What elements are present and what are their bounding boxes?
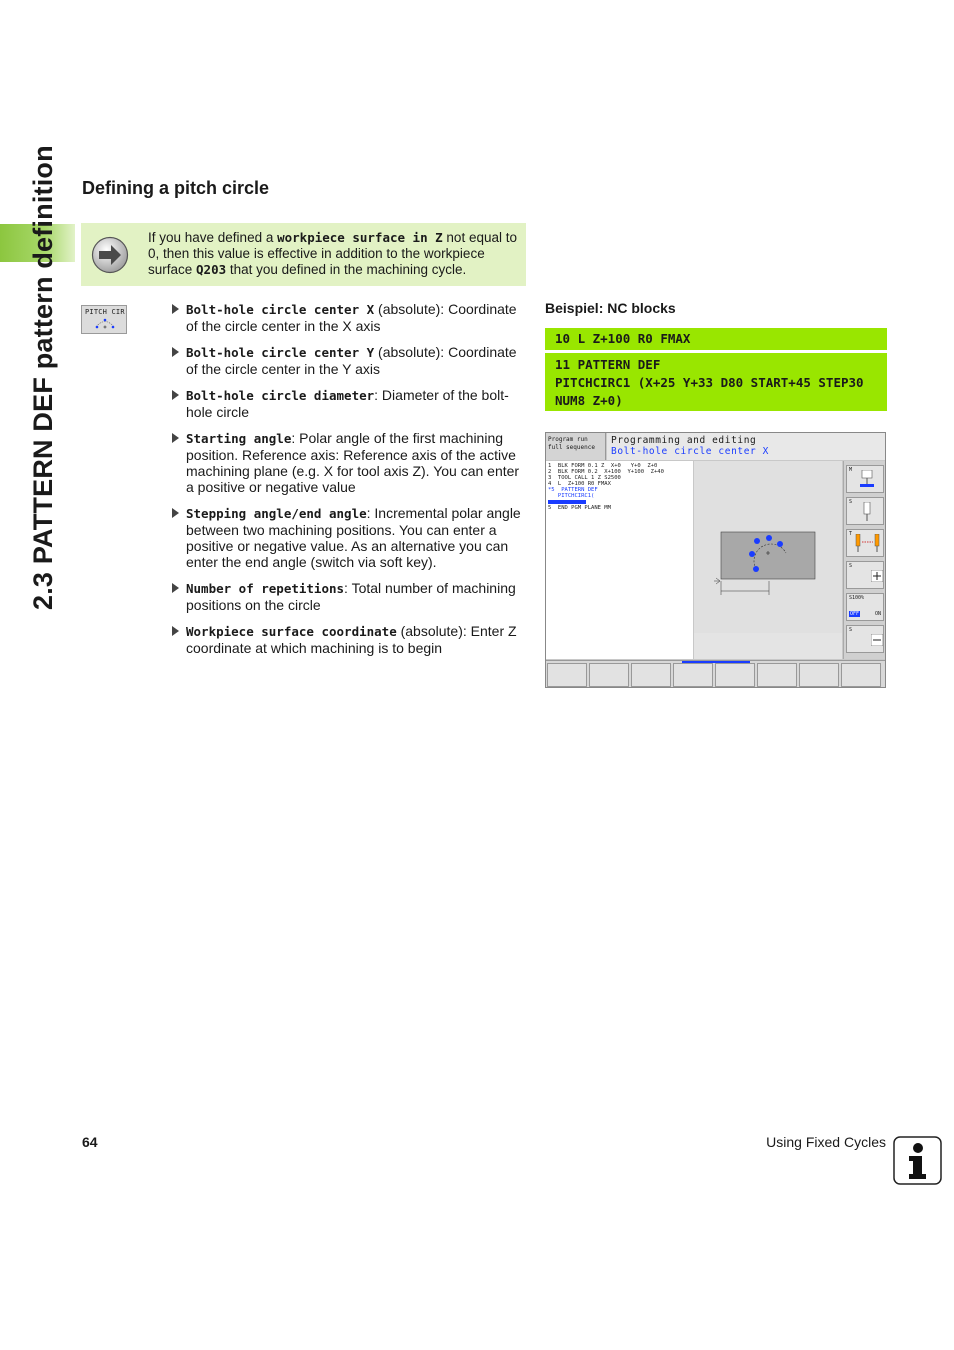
screen-softkey (757, 663, 797, 687)
screen-softkey (841, 663, 881, 687)
spindle-icon (861, 502, 873, 522)
minus-icon (871, 634, 883, 646)
control-screenshot (545, 432, 886, 688)
footer-chapter-title: Using Fixed Cycles (766, 1134, 886, 1150)
bullet-arrow-icon (172, 347, 179, 357)
softkey-label: PITCH CIR (85, 308, 125, 316)
pitch-circle-softkey-icon (81, 305, 127, 334)
screen-softkey (799, 663, 839, 687)
screen-softkey (547, 663, 587, 687)
input-cursor-bar (548, 500, 586, 504)
param-item: Workpiece surface coordinate (absolute): Enter Z coordinate at which machining is to begin (172, 623, 526, 656)
vertical-softkey: S100% OFF ON (846, 593, 884, 621)
screen-softkey (631, 663, 671, 687)
info-icon (893, 1136, 942, 1185)
nc-block: 10 L Z+100 R0 FMAX (545, 328, 887, 350)
screen-mode-field: Program run full sequence (546, 433, 606, 460)
softkey-level-indicator (682, 661, 750, 663)
param-item: Stepping angle/end angle: Incremental polar angle between two machining positions. You can enter a positive or negative value. As an alternative you can enter the end angle (switch via soft key). (172, 505, 526, 570)
vertical-softkey: T (846, 529, 884, 557)
machine-icon (859, 470, 875, 490)
vertical-softkey: S (846, 625, 884, 653)
param-item: Number of repetitions: Total number of machining positions on the circle (172, 580, 526, 613)
param-item: Starting angle: Polar angle of the first machining position. Reference axis: Reference axis of the active machining plane (e.g. X for tool axis Z). You can enter a positive or negative value (172, 430, 526, 495)
bolt-hole-circle-graphic (694, 461, 842, 659)
bullet-arrow-icon (172, 626, 179, 636)
plus-icon (871, 570, 883, 582)
bullet-arrow-icon (172, 390, 179, 400)
pitch-circle-pattern-icon (94, 316, 116, 332)
screen-title: Programming and editing Bolt-hole circle center X (607, 433, 886, 460)
tool-icon (853, 534, 883, 554)
nc-block: 11 PATTERN DEF PITCHCIRC1 (X+25 Y+33 D80 START+45 STEP30 NUM8 Z+0) (545, 353, 887, 411)
param-item: Bolt-hole circle center Y (absolute): Coordinate of the circle center in the Y axis (172, 344, 526, 377)
parameter-list (172, 301, 526, 666)
bullet-arrow-icon (172, 304, 179, 314)
screen-softkey-row (546, 660, 886, 688)
screen-help-graphic (694, 461, 842, 659)
screen-softkey (589, 663, 629, 687)
param-item: Bolt-hole circle center X (absolute): Coordinate of the circle center in the X axis (172, 301, 526, 334)
chapter-side-title: 2.3 PATTERN DEF pattern definition (28, 145, 58, 610)
page-number: 64 (82, 1134, 98, 1150)
arrow-right-icon (91, 236, 129, 274)
screen-softkey (673, 663, 713, 687)
screen-program-window: 1 BLK FORM 0.1 Z X+0 Y+0 Z+0 2 BLK FORM 0.2 X+100 Y+100 Z+40 3 TOOL CALL 1 Z S2500 4 L Z+100 R0 FMAX *5 PATTERN DEF PITCHCIRC1( 5 END PGM PLANE MM (546, 461, 693, 659)
bullet-arrow-icon (172, 583, 179, 593)
section-heading: Defining a pitch circle (82, 178, 270, 198)
param-item: Bolt-hole circle diameter: Diameter of the bolt-hole circle (172, 387, 526, 420)
vertical-softkey: S (846, 497, 884, 525)
bullet-arrow-icon (172, 508, 179, 518)
vertical-softkey: M (846, 465, 884, 493)
screen-softkey (715, 663, 755, 687)
note-text: If you have defined a workpiece surface in Z not equal to 0, then this value is effective in addition to the workpiece surface Q203 that you defined in the machining cycle. (148, 230, 517, 277)
screen-vertical-softkeys (843, 461, 886, 659)
note-box (81, 223, 526, 286)
vertical-softkey: S (846, 561, 884, 589)
bullet-arrow-icon (172, 433, 179, 443)
example-heading: Beispiel: NC blocks (545, 300, 676, 316)
